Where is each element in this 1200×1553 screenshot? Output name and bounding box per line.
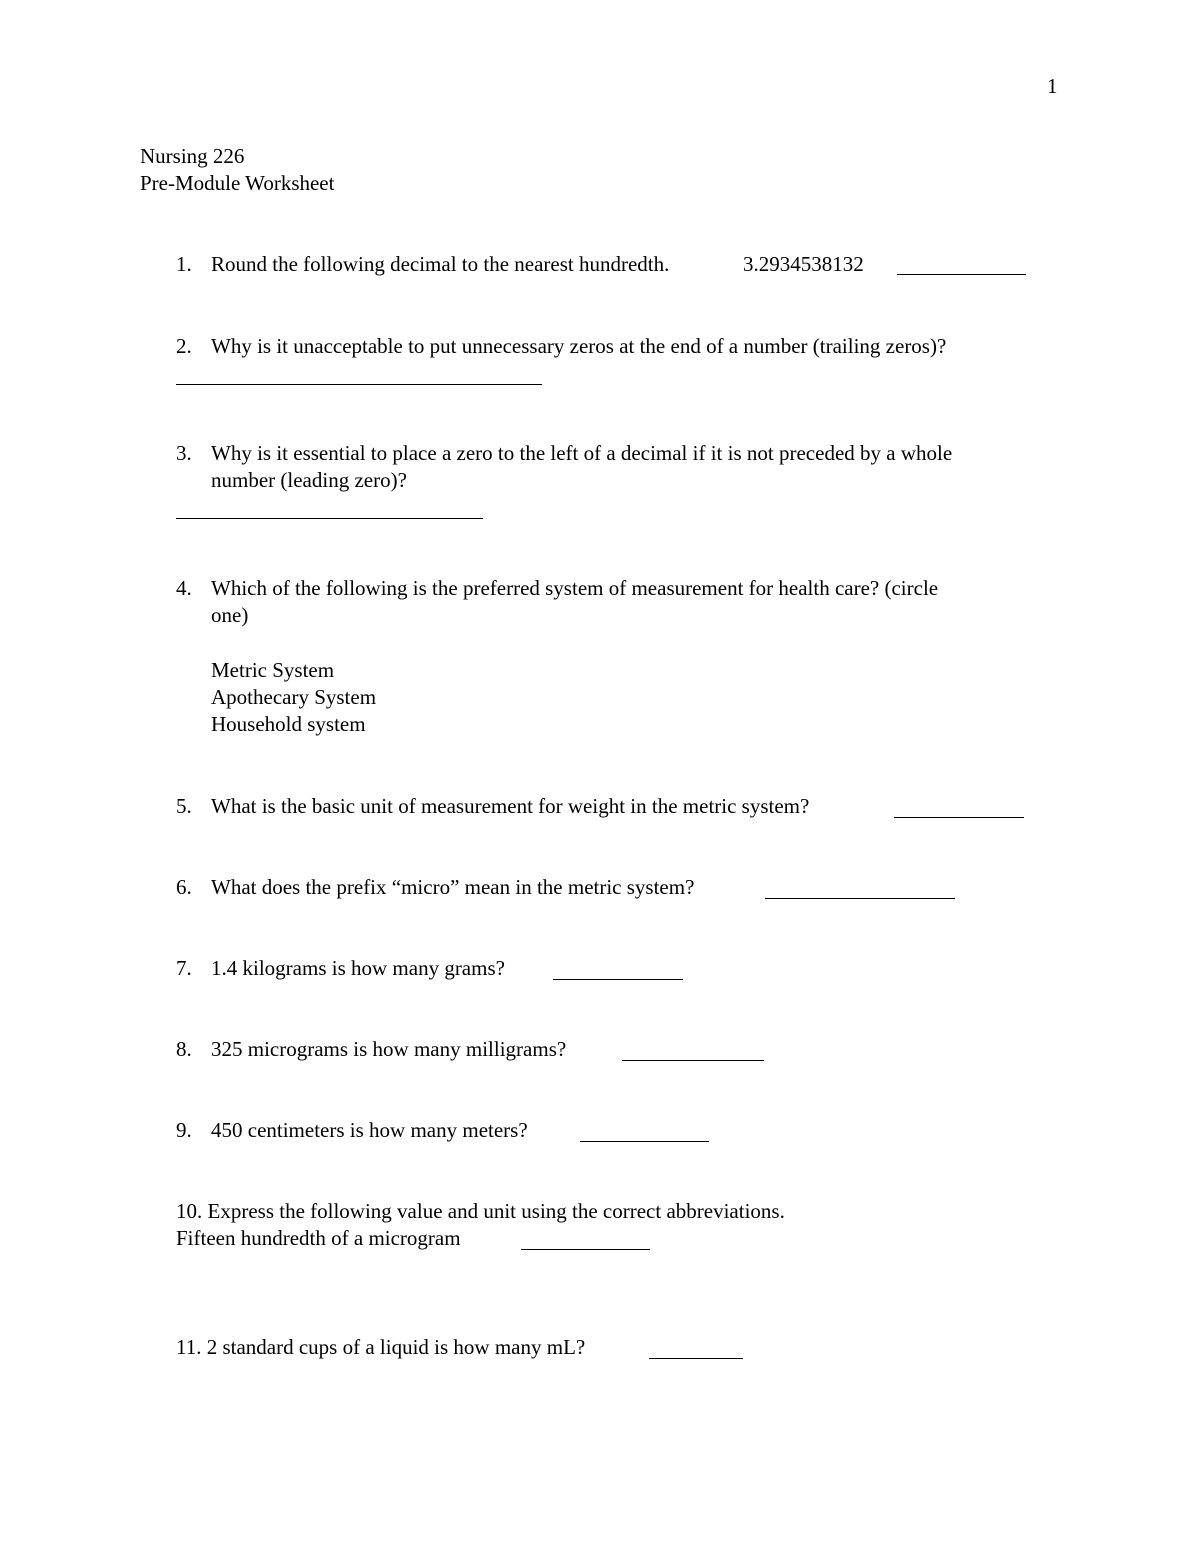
question-4-option-metric[interactable]: Metric System bbox=[211, 658, 335, 682]
question-8-answer-blank[interactable] bbox=[622, 1060, 764, 1061]
worksheet-subtitle: Pre-Module Worksheet bbox=[140, 171, 335, 195]
question-4-option-household[interactable]: Household system bbox=[211, 712, 366, 736]
question-3-text-line-1: Why is it essential to place a zero to the left of a decimal if it is not preceded by a whole bbox=[211, 441, 953, 465]
question-8-text: 325 micrograms is how many milligrams? bbox=[211, 1037, 567, 1061]
question-8-number: 8. bbox=[176, 1037, 192, 1061]
question-4-text-line-1: Which of the following is the preferred system of measurement for health care? (circle bbox=[211, 576, 939, 600]
question-4-option-apothecary[interactable]: Apothecary System bbox=[211, 685, 377, 709]
page-number: 1 bbox=[1047, 74, 1058, 98]
question-11-answer-blank[interactable] bbox=[649, 1358, 743, 1359]
question-9-number: 9. bbox=[176, 1118, 192, 1142]
question-6-text: What does the prefix “micro” mean in the metric system? bbox=[211, 875, 695, 899]
question-5-text: What is the basic unit of measurement for weight in the metric system? bbox=[211, 794, 810, 818]
question-6-answer-blank[interactable] bbox=[765, 898, 955, 899]
question-4-text-line-2: one) bbox=[211, 603, 249, 627]
question-7-answer-blank[interactable] bbox=[553, 979, 683, 980]
question-9-answer-blank[interactable] bbox=[580, 1141, 709, 1142]
question-2-number: 2. bbox=[176, 334, 192, 358]
question-7-text: 1.4 kilograms is how many grams? bbox=[211, 956, 505, 980]
question-3-number: 3. bbox=[176, 441, 192, 465]
question-1-number: 1. bbox=[176, 252, 192, 276]
question-5-answer-blank[interactable] bbox=[894, 817, 1024, 818]
question-9-text: 450 centimeters is how many meters? bbox=[211, 1118, 528, 1142]
question-2-answer-blank[interactable] bbox=[176, 384, 542, 385]
question-11-text: 11. 2 standard cups of a liquid is how many mL? bbox=[176, 1335, 586, 1359]
question-2-text: Why is it unacceptable to put unnecessary zeros at the end of a number (trailing zeros)? bbox=[211, 334, 947, 358]
question-7-number: 7. bbox=[176, 956, 192, 980]
course-title: Nursing 226 bbox=[140, 144, 245, 168]
question-6-number: 6. bbox=[176, 875, 192, 899]
question-1-text: Round the following decimal to the nearest hundredth. bbox=[211, 252, 670, 276]
question-4-number: 4. bbox=[176, 576, 192, 600]
question-3-text-line-2: number (leading zero)? bbox=[211, 468, 407, 492]
question-3-answer-blank[interactable] bbox=[176, 518, 483, 519]
question-10-text-line-1: 10. Express the following value and unit using the correct abbreviations. bbox=[176, 1199, 785, 1223]
question-1-answer-blank[interactable] bbox=[897, 274, 1026, 275]
question-1-value: 3.2934538132 bbox=[743, 252, 864, 276]
question-10-answer-blank[interactable] bbox=[521, 1249, 650, 1250]
question-10-text-line-2: Fifteen hundredth of a microgram bbox=[176, 1226, 461, 1250]
question-5-number: 5. bbox=[176, 794, 192, 818]
